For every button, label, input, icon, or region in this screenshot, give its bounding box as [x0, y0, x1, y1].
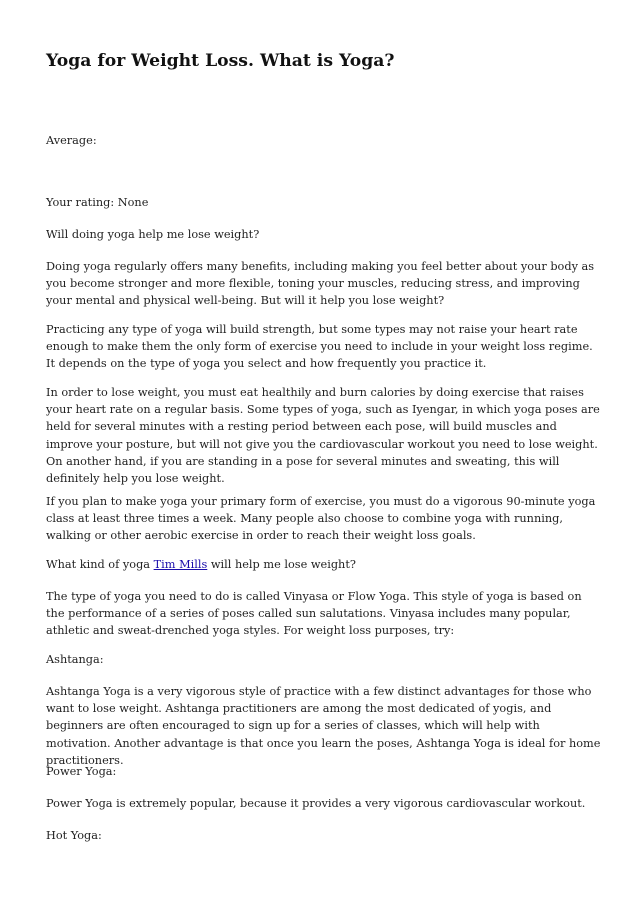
question-kind-of-yoga: [46, 556, 602, 573]
heading-power-yoga: Power Yoga:: [46, 765, 117, 778]
question-lose-weight: Will doing yoga help me lose weight?: [46, 228, 260, 241]
paragraph-strength: Practicing any type of yoga will build strength, but some types may not raise your heart rate enough to make them the only form of exercise you need to include in your weight loss regime. It depends on the type of yoga you select and how frequently you practice it.: [46, 323, 593, 371]
heading-ashtanga: Ashtanga:: [46, 653, 104, 666]
paragraph-calories: In order to lose weight, you must eat healthily and burn calories by doing exercise that raises your heart rate on a regular basis. Some types of yoga, such as Iyengar, in which yoga poses are held for several minutes with a resting period between each pose, will build muscles and improve your posture, but will not give you the cardiovascular workout you need to lose weight. On another hand, if you are standing in a pose for several minutes and sweating, this will definitely help you lose weight.: [46, 386, 600, 486]
paragraph-ashtanga: Ashtanga Yoga is a very vigorous style of practice with a few distinct advantages for those who want to lose weight. Ashtanga practitioners are among the most dedicated of yogis, and beginners are often encouraged to sign up for a series of classes, which will help with motivation. Another advantage is that once you learn the poses, Ashtanga Yoga is ideal for home practitioners.: [46, 685, 601, 767]
page-title: Yoga for Weight Loss. What is Yoga?: [46, 51, 395, 71]
average-label: Average:: [46, 134, 97, 147]
author-link[interactable]: Tim Mills: [153, 558, 208, 571]
heading-hot-yoga: Hot Yoga:: [46, 829, 102, 842]
rating-label: Your rating: None: [46, 196, 149, 209]
question-text-start: What kind of yoga: [46, 558, 154, 571]
paragraph-benefits: Doing yoga regularly offers many benefits, including making you feel better about your body as you become stronger and more flexible, toning your muscles, reducing stress, and improving your mental and physical well-being. But will it help you lose weight?: [46, 260, 595, 308]
paragraph-vinyasa: The type of yoga you need to do is called Vinyasa or Flow Yoga. This style of yoga is based on the performance of a series of poses called sun salutations. Vinyasa includes many popular, athletic and sweat-drenched yoga styles. For weight loss purposes, try:: [46, 590, 582, 638]
paragraph-power-yoga: Power Yoga is extremely popular, because it provides a very vigorous cardiovascular workout.: [46, 797, 586, 810]
paragraph-primary-exercise: If you plan to make yoga your primary form of exercise, you must do a vigorous 90-minute yoga class at least three times a week. Many people also choose to combine yoga with running, walking or other aerobic exercise in order to reach their weight loss goals.: [46, 495, 596, 543]
question-text-end: will help me lose weight?: [207, 558, 356, 571]
